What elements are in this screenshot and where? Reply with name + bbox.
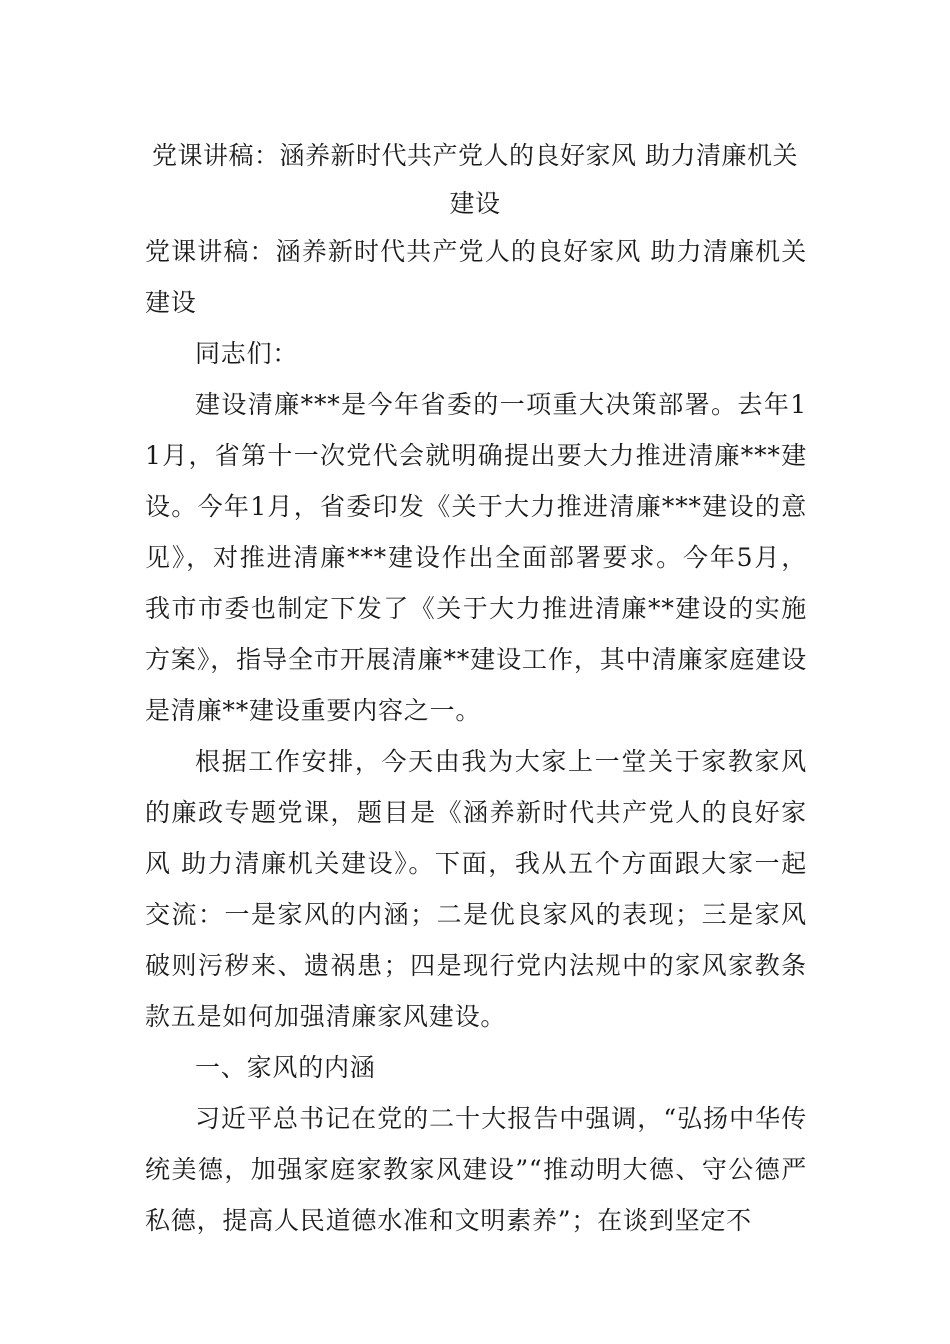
section-heading: 一、家风的内涵	[195, 1053, 376, 1082]
salutation: 同志们：	[195, 339, 299, 368]
document-title: 党课讲稿：涵养新时代共产党人的良好家风 助力清廉机关建设	[152, 141, 798, 218]
paragraph-1: 建设清廉***是今年省委的一项重大决策部署。去年11月，省第十一次党代会就明确提出要大力推进清廉***建设。今年1月，省委印发《关于大力推进清廉***建设的意见》，对推进清廉***建设作出全面部署要求。今年5月，我市市委也制定下发了《关于大力推进清廉**建设的实施方案》，指导全市开展清廉**建设工作，其中清廉家庭建设是清廉**建设重要内容之一。	[145, 390, 807, 725]
section-paragraph: 习近平总书记在党的二十大报告中强调，“弘扬中华传统美德，加强家庭家教家风建设”“推动明大德、守公德严私德，提高人民道德水准和文明素养”；在谈到坚定不	[145, 1104, 807, 1235]
title-repeat-line: 党课讲稿：涵养新时代共产党人的良好家风 助力清廉机关建设	[145, 237, 807, 317]
document-body	[145, 226, 807, 1246]
paragraph-2: 根据工作安排，今天由我为大家上一堂关于家教家风的廉政专题党课，题目是《涵养新时代共产党人的良好家风 助力清廉机关建设》。下面，我从五个方面跟大家一起交流：一是家风的内涵；二是优良家风的表现；三是家风破则污秽来、遗祸患；四是现行党内法规中的家风家教条款五是如何加强清廉家风建设。	[145, 747, 807, 1031]
